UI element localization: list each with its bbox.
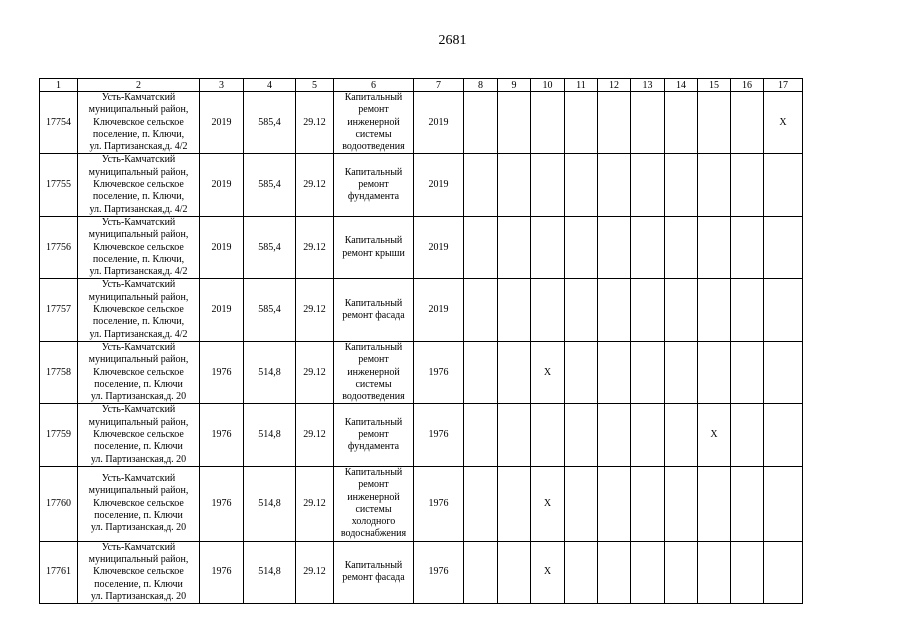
column-number-header: 8	[464, 79, 498, 92]
mark-cell	[565, 216, 598, 278]
record-id-cell: 17761	[40, 541, 78, 603]
mark-cell	[531, 216, 565, 278]
mark-cell	[464, 341, 498, 403]
cell-line: ул. Партизанская,д. 4/2	[89, 203, 188, 215]
address-cell	[78, 92, 200, 154]
mark-cell	[565, 154, 598, 216]
cell-line: муниципальный район,	[88, 485, 189, 497]
plan-year-cell: 2019	[414, 216, 464, 278]
build-year-cell: 1976	[200, 404, 244, 466]
mark-cell	[698, 92, 731, 154]
cell-line: муниципальный район,	[88, 553, 189, 565]
table-row	[40, 341, 803, 403]
cell-line: Капитальный	[344, 92, 403, 103]
mark-cell	[764, 404, 803, 466]
mark-cell	[531, 279, 565, 341]
record-id-cell: 17760	[40, 466, 78, 541]
address-cell	[78, 279, 200, 341]
cell-line: системы	[355, 503, 392, 515]
address-cell	[78, 541, 200, 603]
column-number-header: 2	[78, 79, 200, 92]
cell-line: ремонт	[358, 429, 389, 441]
cell-line: ремонт	[358, 179, 389, 191]
cell-line: поселение, п. Ключи	[94, 578, 183, 590]
header-row	[40, 79, 803, 92]
cell-line: Капитальный	[344, 560, 403, 572]
column-number-header: 12	[598, 79, 631, 92]
column-number-header: 10	[531, 79, 565, 92]
record-id-cell: 17757	[40, 279, 78, 341]
column-number-header: 6	[334, 79, 414, 92]
mark-cell	[598, 541, 631, 603]
work-type-cell	[334, 154, 414, 216]
cell-line: инженерной	[347, 116, 400, 128]
mark-cell	[464, 92, 498, 154]
cell-line: ремонт	[358, 354, 389, 366]
cell-line: Ключевское сельское	[93, 497, 184, 509]
work-type-cell	[334, 279, 414, 341]
mark-cell	[665, 341, 698, 403]
mark-cell	[531, 92, 565, 154]
build-year-cell: 1976	[200, 541, 244, 603]
mark-cell	[498, 466, 531, 541]
record-id-cell: 17754	[40, 92, 78, 154]
mark-cell	[498, 404, 531, 466]
mark-cell: X	[531, 541, 565, 603]
record-id-cell: 17756	[40, 216, 78, 278]
mark-cell	[565, 92, 598, 154]
cell-line: муниципальный район,	[88, 229, 189, 241]
cell-line: ремонт	[358, 479, 389, 491]
mark-cell	[565, 466, 598, 541]
cell-line: муниципальный район,	[88, 104, 189, 116]
mark-cell	[764, 466, 803, 541]
column-number-header: 9	[498, 79, 531, 92]
mark-cell	[565, 279, 598, 341]
date-cell: 29.12	[296, 216, 334, 278]
mark-cell	[731, 541, 764, 603]
cell-line: ул. Партизанская,д. 4/2	[89, 266, 188, 278]
mark-cell	[464, 154, 498, 216]
cell-line: поселение, п. Ключи	[94, 378, 183, 390]
mark-cell	[631, 279, 665, 341]
table-row	[40, 279, 803, 341]
cell-line: ремонт фасада	[342, 572, 405, 584]
mark-cell	[598, 92, 631, 154]
mark-cell	[698, 279, 731, 341]
cell-line: Усть-Камчатский	[101, 404, 176, 416]
column-number-header: 15	[698, 79, 731, 92]
mark-cell	[565, 404, 598, 466]
mark-cell	[531, 154, 565, 216]
cell-line: муниципальный район,	[88, 354, 189, 366]
mark-cell	[598, 154, 631, 216]
date-cell: 29.12	[296, 341, 334, 403]
mark-cell	[631, 216, 665, 278]
record-id-cell: 17755	[40, 154, 78, 216]
mark-cell	[631, 404, 665, 466]
mark-cell	[731, 279, 764, 341]
area-cell: 514,8	[244, 341, 296, 403]
cell-line: водоотведения	[342, 391, 405, 403]
mark-cell	[631, 541, 665, 603]
cell-line: Ключевское сельское	[93, 179, 184, 191]
cell-line: поселение, п. Ключи,	[92, 128, 185, 140]
work-type-cell	[334, 541, 414, 603]
column-number-header: 16	[731, 79, 764, 92]
mark-cell	[498, 541, 531, 603]
mark-cell	[498, 92, 531, 154]
cell-line: поселение, п. Ключи,	[92, 253, 185, 265]
cell-line: ул. Партизанская,д. 20	[90, 522, 187, 534]
cell-line: Усть-Камчатский	[101, 473, 176, 485]
work-type-cell	[334, 216, 414, 278]
mark-cell	[665, 92, 698, 154]
plan-year-cell: 2019	[414, 154, 464, 216]
mark-cell	[464, 279, 498, 341]
column-number-header: 7	[414, 79, 464, 92]
cell-line: ремонт крыши	[342, 247, 405, 259]
table-body	[40, 79, 803, 604]
mark-cell	[698, 216, 731, 278]
cell-line: ул. Партизанская,д. 4/2	[89, 141, 188, 153]
mark-cell: X	[531, 341, 565, 403]
cell-line: ул. Партизанская,д. 4/2	[89, 328, 188, 340]
cell-line: Капитальный	[344, 166, 403, 178]
mark-cell	[598, 279, 631, 341]
cell-line: Капитальный	[344, 341, 403, 353]
address-cell	[78, 404, 200, 466]
mark-cell	[731, 404, 764, 466]
mark-cell	[464, 466, 498, 541]
mark-cell	[665, 216, 698, 278]
mark-cell	[565, 541, 598, 603]
cell-line: Капитальный	[344, 466, 403, 478]
cell-line: Усть-Камчатский	[101, 154, 176, 166]
table-row	[40, 541, 803, 603]
cell-line: фундамента	[347, 191, 400, 203]
mark-cell	[731, 466, 764, 541]
cell-line: холодного	[351, 516, 396, 528]
address-cell	[78, 341, 200, 403]
area-cell: 585,4	[244, 279, 296, 341]
mark-cell	[498, 216, 531, 278]
cell-line: муниципальный район,	[88, 166, 189, 178]
date-cell: 29.12	[296, 466, 334, 541]
cell-line: ремонт фасада	[342, 310, 405, 322]
record-id-cell: 17759	[40, 404, 78, 466]
cell-line: поселение, п. Ключи,	[92, 316, 185, 328]
date-cell: 29.12	[296, 92, 334, 154]
mark-cell	[598, 466, 631, 541]
mark-cell	[665, 466, 698, 541]
cell-line: инженерной	[347, 366, 400, 378]
area-cell: 585,4	[244, 216, 296, 278]
area-cell: 585,4	[244, 92, 296, 154]
cell-line: системы	[355, 128, 392, 140]
address-cell	[78, 154, 200, 216]
column-number-header: 14	[665, 79, 698, 92]
column-number-header: 5	[296, 79, 334, 92]
column-number-header: 1	[40, 79, 78, 92]
mark-cell	[698, 341, 731, 403]
plan-year-cell: 1976	[414, 404, 464, 466]
work-type-cell	[334, 466, 414, 541]
mark-cell	[464, 216, 498, 278]
table-row	[40, 216, 803, 278]
cell-line: Ключевское сельское	[93, 366, 184, 378]
mark-cell	[731, 154, 764, 216]
cell-line: Капитальный	[344, 297, 403, 309]
mark-cell: X	[531, 466, 565, 541]
cell-line: ремонт	[358, 104, 389, 116]
mark-cell	[598, 216, 631, 278]
work-type-cell	[334, 341, 414, 403]
mark-cell	[764, 216, 803, 278]
page-number: 2681	[438, 33, 467, 48]
mark-cell	[665, 541, 698, 603]
mark-cell	[764, 279, 803, 341]
cell-line: фундамента	[347, 441, 400, 453]
mark-cell	[698, 154, 731, 216]
repair-schedule-table	[39, 78, 803, 604]
plan-year-cell: 2019	[414, 279, 464, 341]
plan-year-cell: 1976	[414, 466, 464, 541]
mark-cell	[698, 466, 731, 541]
cell-line: Ключевское сельское	[93, 241, 184, 253]
date-cell: 29.12	[296, 279, 334, 341]
mark-cell	[631, 154, 665, 216]
mark-cell	[631, 466, 665, 541]
cell-line: поселение, п. Ключи,	[92, 191, 185, 203]
mark-cell	[731, 341, 764, 403]
build-year-cell: 2019	[200, 154, 244, 216]
cell-line: Усть-Камчатский	[101, 216, 176, 228]
cell-line: Усть-Камчатский	[101, 92, 176, 103]
cell-line: ул. Партизанская,д. 20	[90, 453, 187, 465]
table-row	[40, 404, 803, 466]
area-cell: 514,8	[244, 466, 296, 541]
cell-line: Ключевское сельское	[93, 566, 184, 578]
cell-line: водоснабжения	[340, 528, 407, 540]
column-number-header: 11	[565, 79, 598, 92]
mark-cell	[764, 341, 803, 403]
mark-cell	[665, 154, 698, 216]
column-number-header: 4	[244, 79, 296, 92]
mark-cell	[565, 341, 598, 403]
cell-line: поселение, п. Ключи	[94, 441, 183, 453]
column-number-header: 13	[631, 79, 665, 92]
cell-line: Усть-Камчатский	[101, 541, 176, 553]
mark-cell	[698, 541, 731, 603]
date-cell: 29.12	[296, 404, 334, 466]
mark-cell	[498, 341, 531, 403]
mark-cell: X	[764, 92, 803, 154]
column-number-header: 3	[200, 79, 244, 92]
build-year-cell: 2019	[200, 92, 244, 154]
build-year-cell: 1976	[200, 466, 244, 541]
column-number-header: 17	[764, 79, 803, 92]
cell-line: Капитальный	[344, 416, 403, 428]
mark-cell	[665, 279, 698, 341]
plan-year-cell: 1976	[414, 341, 464, 403]
table-row	[40, 466, 803, 541]
table-row	[40, 154, 803, 216]
mark-cell	[498, 154, 531, 216]
area-cell: 585,4	[244, 154, 296, 216]
mark-cell	[665, 404, 698, 466]
address-cell	[78, 466, 200, 541]
plan-year-cell: 1976	[414, 541, 464, 603]
plan-year-cell: 2019	[414, 92, 464, 154]
cell-line: инженерной	[347, 491, 400, 503]
mark-cell	[598, 404, 631, 466]
cell-line: системы	[355, 378, 392, 390]
mark-cell	[531, 404, 565, 466]
mark-cell	[631, 92, 665, 154]
work-type-cell	[334, 404, 414, 466]
cell-line: Ключевское сельское	[93, 304, 184, 316]
date-cell: 29.12	[296, 154, 334, 216]
mark-cell	[731, 92, 764, 154]
date-cell: 29.12	[296, 541, 334, 603]
cell-line: Ключевское сельское	[93, 116, 184, 128]
cell-line: ул. Партизанская,д. 20	[90, 391, 187, 403]
area-cell: 514,8	[244, 541, 296, 603]
mark-cell	[631, 341, 665, 403]
mark-cell	[731, 216, 764, 278]
cell-line: ул. Партизанская,д. 20	[90, 590, 187, 602]
mark-cell	[764, 154, 803, 216]
mark-cell	[598, 341, 631, 403]
mark-cell	[498, 279, 531, 341]
cell-line: муниципальный район,	[88, 291, 189, 303]
mark-cell	[764, 541, 803, 603]
cell-line: Ключевское сельское	[93, 429, 184, 441]
mark-cell: X	[698, 404, 731, 466]
mark-cell	[464, 541, 498, 603]
mark-cell	[464, 404, 498, 466]
cell-line: поселение, п. Ключи	[94, 509, 183, 521]
cell-line: водоотведения	[342, 141, 405, 153]
table-row	[40, 92, 803, 154]
build-year-cell: 2019	[200, 279, 244, 341]
cell-line: Усть-Камчатский	[101, 279, 176, 291]
cell-line: муниципальный район,	[88, 416, 189, 428]
build-year-cell: 2019	[200, 216, 244, 278]
area-cell: 514,8	[244, 404, 296, 466]
cell-line: Капитальный	[344, 235, 403, 247]
record-id-cell: 17758	[40, 341, 78, 403]
build-year-cell: 1976	[200, 341, 244, 403]
work-type-cell	[334, 92, 414, 154]
address-cell	[78, 216, 200, 278]
cell-line: Усть-Камчатский	[101, 341, 176, 353]
